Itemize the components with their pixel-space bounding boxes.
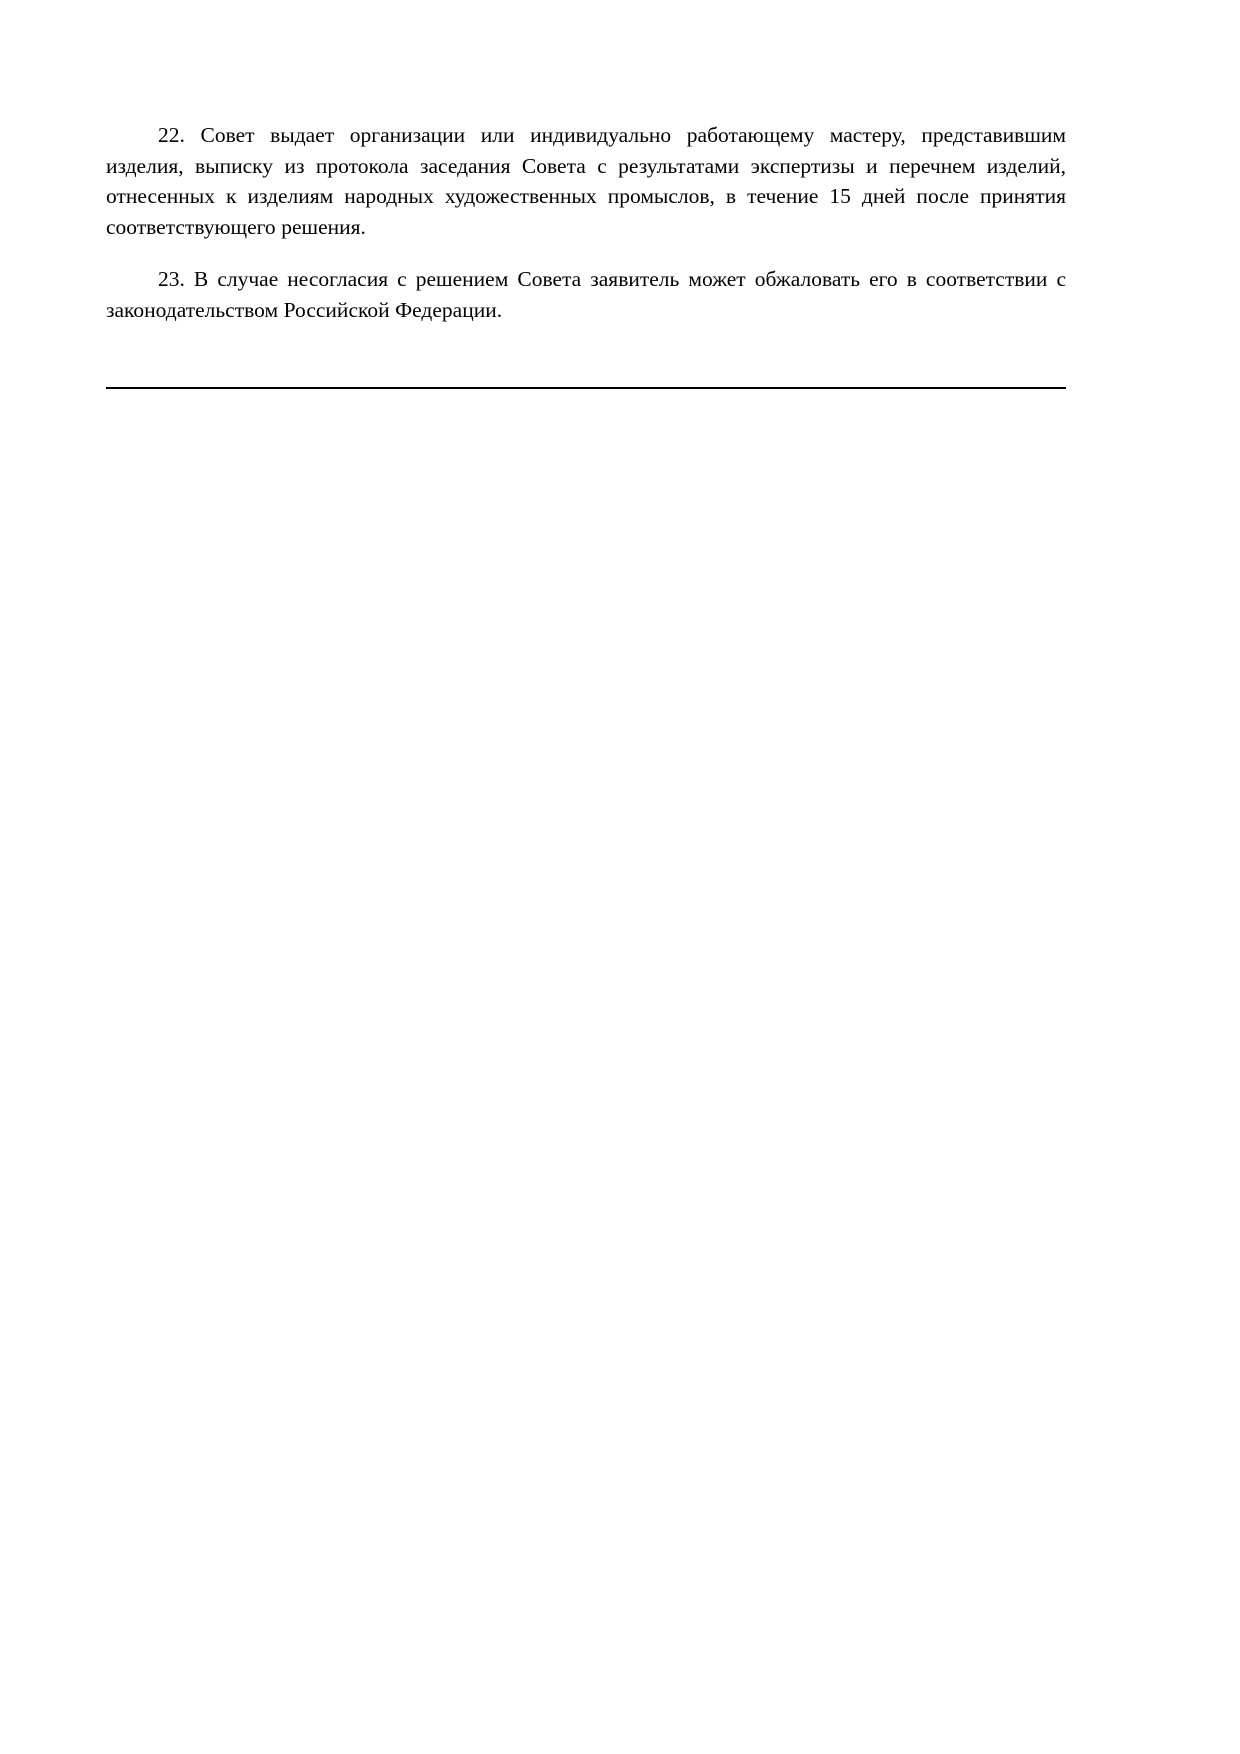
- section-divider: [106, 387, 1066, 389]
- paragraph-clause-23: 23. В случае несогласия с решением Совета заявитель может обжаловать его в соответствии с законодательством Российской Федерации.: [106, 267, 1066, 322]
- document-body: [106, 120, 1066, 389]
- paragraph-clause-22: 22. Совет выдает организации или индивидуально работающему мастеру, представившим изделия, выписку из протокола заседания Совета с результатами экспертизы и перечнем изделий, отнесенных к изделиям народных художественных промыслов, в течение 15 дней после принятия соответствующего решения.: [106, 123, 1066, 239]
